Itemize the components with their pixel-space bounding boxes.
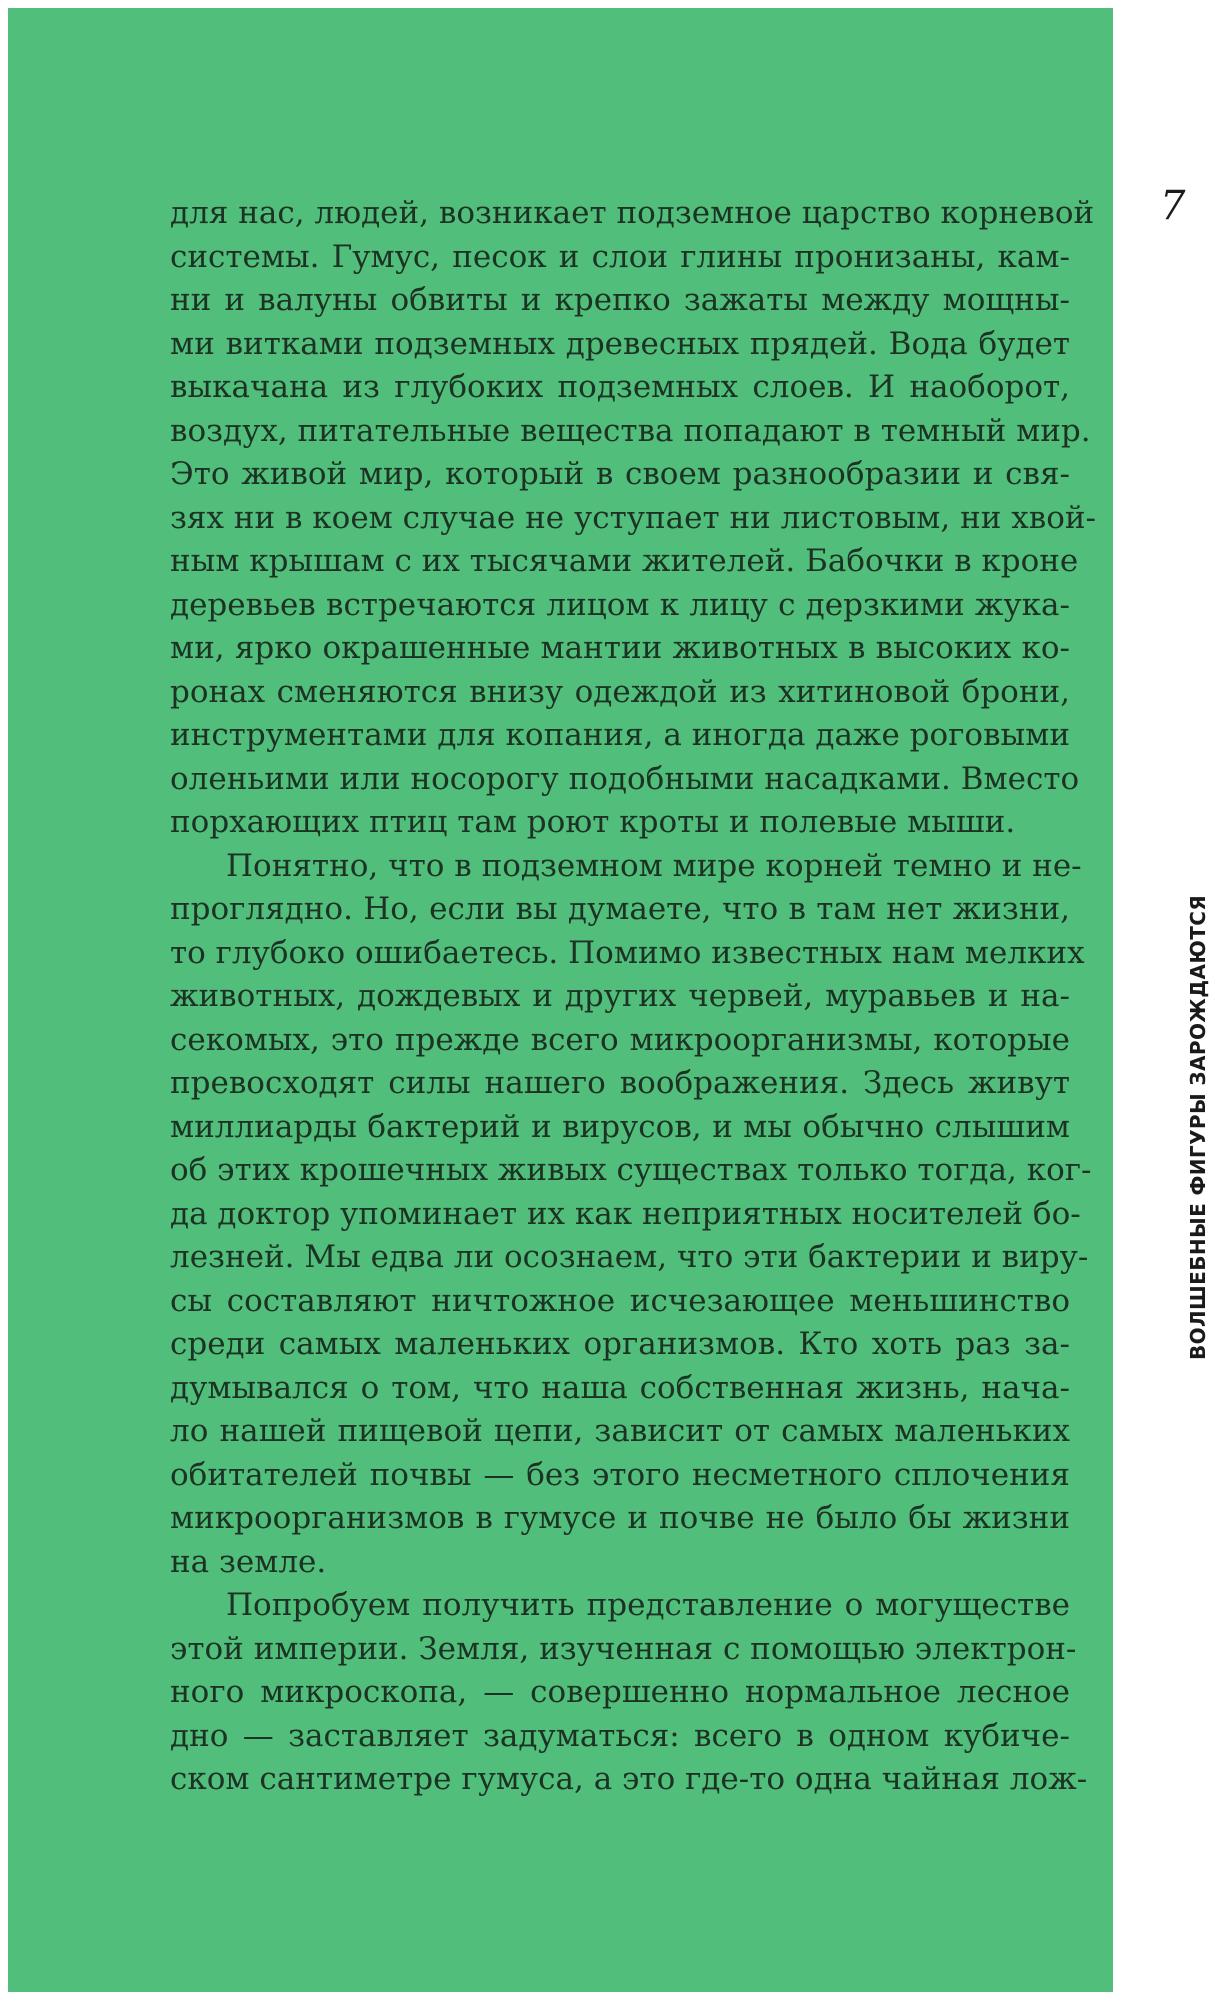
paragraph: [170, 1584, 1088, 1802]
page-number: 7: [1160, 183, 1186, 229]
text-line: да доктор упоминает их как неприятных носителей бо-: [170, 1195, 1081, 1232]
text-line: секомых, это прежде всего микроорганизмы, которые: [170, 1021, 1070, 1058]
text-line: микроорганизмов в гумусе и почве не было бы жизни: [170, 1500, 1070, 1536]
text-line: думывался о том, что наша собственная жизнь, нача-: [170, 1369, 1070, 1406]
text-line: сы составляют ничтожное исчезающее меньшинство: [170, 1282, 1070, 1319]
text-line: об этих крошечных живых существах только тогда, ког-: [170, 1152, 1092, 1188]
text-line: оленьими или носорогу подобными насадками. Вместо: [170, 760, 1080, 797]
body-text: [170, 192, 1097, 1802]
text-line: проглядно. Но, если вы думаете, что в там нет жизни,: [170, 891, 1070, 927]
text-line: ло нашей пищевой цепи, зависит от самых маленьких: [170, 1413, 1070, 1449]
text-line: обитателей почвы — без этого несметного сплочения: [170, 1456, 1070, 1493]
text-line: дно — заставляет задуматься: всего в одном кубиче-: [170, 1717, 1070, 1754]
text-line: то глубоко ошибаетесь. Помимо известных нам мелких: [170, 934, 1085, 971]
paragraph: [170, 192, 1097, 845]
text-line: инструментами для копания, а иногда даже роговыми: [170, 717, 1070, 753]
text-line: Попробуем получить представление о могуществе: [226, 1587, 1070, 1623]
text-line: ми, ярко окрашенные мантии животных в высоких ко-: [170, 630, 1070, 666]
text-line: деревьев встречаются лицом к лицу с дерзкими жука-: [170, 586, 1070, 623]
text-line: животных, дождевых и других червей, муравьев и на-: [170, 978, 1070, 1014]
text-line: воздух, питательные вещества попадают в темный мир.: [170, 412, 1091, 449]
text-line: Это живой мир, который в своем разнообразии и свя-: [170, 456, 1070, 492]
text-line: выкачана из глубоких подземных слоев. И наоборот,: [170, 369, 1070, 405]
text-line: порхающих птиц там роют кроты и полевые мыши.: [170, 804, 1016, 840]
running-head: ВОЛШЕБНЫЕ ФИГУРЫ ЗАРОЖДАЮТСЯ: [1186, 894, 1210, 1360]
text-line: превосходят силы нашего воображения. Здесь живут: [170, 1065, 1070, 1101]
text-line: системы. Гумус, песок и слои глины пронизаны, кам-: [170, 238, 1070, 275]
text-line: зях ни в коем случае не уступает ни листовым, ни хвой-: [170, 499, 1097, 536]
text-line: для нас, людей, возникает подземное царство корневой: [170, 195, 1095, 231]
text-line: лезней. Мы едва ли осознаем, что эти бактерии и виру-: [170, 1239, 1089, 1275]
text-line: Понятно, что в подземном мире корней темно и не-: [226, 847, 1082, 884]
text-line: ронах сменяются внизу одеждой из хитиновой брони,: [170, 673, 1070, 710]
text-line: ми витками подземных древесных прядей. Вода будет: [170, 325, 1070, 362]
text-line: этой империи. Земля, изученная с помощью электрон-: [170, 1630, 1077, 1667]
paragraph: [170, 845, 1092, 1585]
text-line: среди самых маленьких организмов. Кто хоть раз за-: [170, 1326, 1070, 1362]
text-line: ным крышам с их тысячами жителей. Бабочки в кроне: [170, 543, 1079, 579]
text-line: ни и валуны обвиты и крепко зажаты между мощны-: [170, 282, 1070, 318]
text-line: ском сантиметре гумуса, а это где-то одна чайная лож-: [170, 1761, 1088, 1797]
text-line: на земле.: [170, 1543, 327, 1580]
text-line: ного микроскопа, — совершенно нормальное лесное: [170, 1674, 1070, 1710]
text-line: миллиарды бактерий и вирусов, и мы обычно слышим: [170, 1108, 1070, 1145]
